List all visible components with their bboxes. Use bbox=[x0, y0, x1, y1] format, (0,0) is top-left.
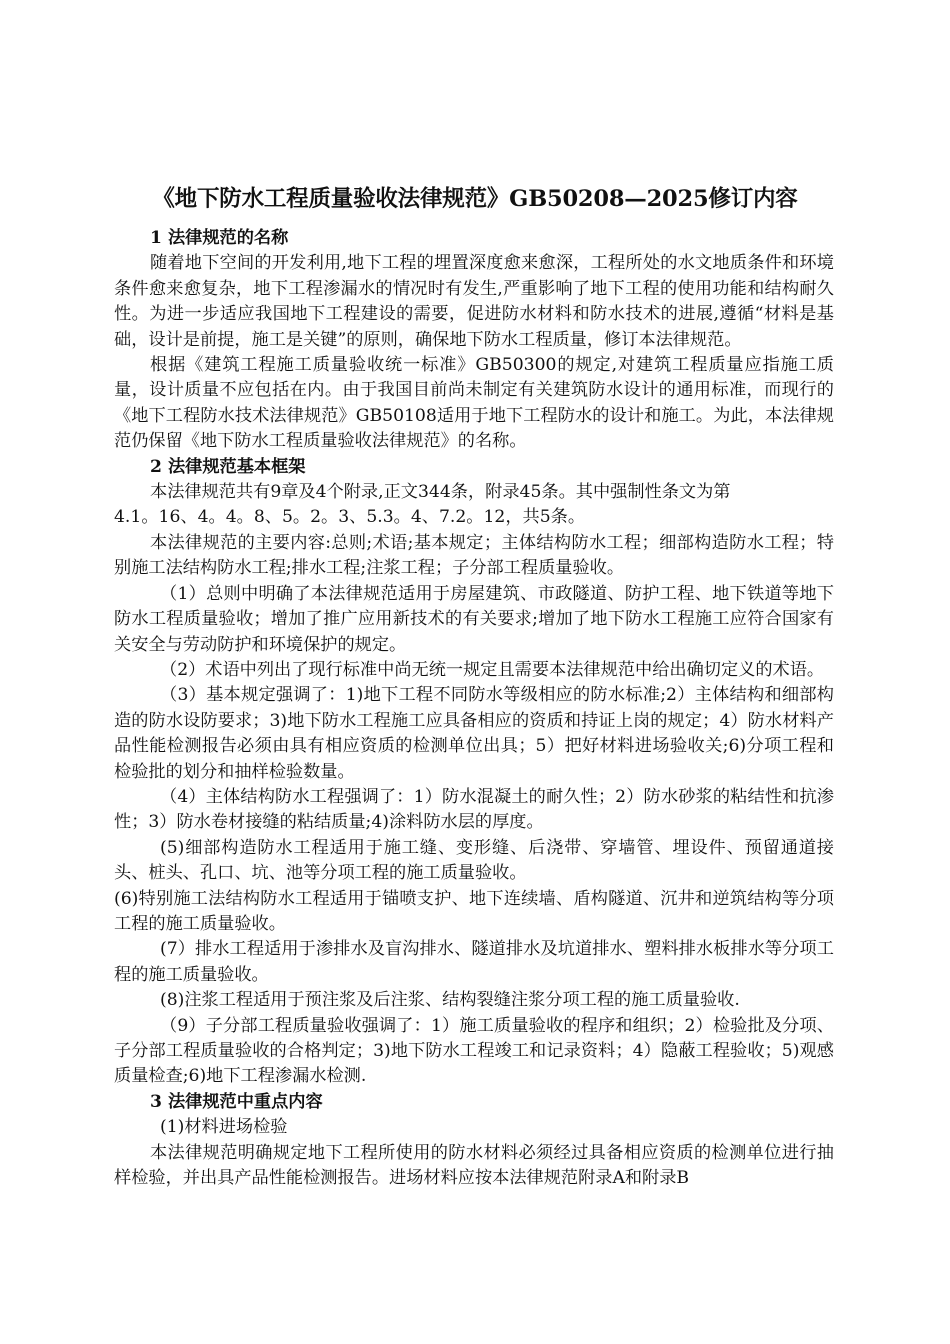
paragraph: 本法律规范的主要内容:总则;术语;基本规定；主体结构防水工程；细部构造防水工程；特别施工法结构防水工程;排水工程;注浆工程；子分部工程质量验收。 bbox=[114, 532, 834, 579]
paragraph: (6)特别施工法结构防水工程适用于锚喷支护、地下连续墙、盾构隧道、沉井和逆筑结构等分项工程的施工质量验收。 bbox=[114, 888, 834, 934]
paragraph: (7）排水工程适用于渗排水及盲沟排水、隧道排水及坑道排水、塑料排水板排水等分项工程的施工质量验收。 bbox=[114, 939, 834, 985]
paragraph: 根据《建筑工程施工质量验收统一标准》GB50300的规定,对建筑工程质量应指施工质量，设计质量不应包括在内。由于我国目前尚未制定有关建筑防水设计的通用标准，而现行的《地下工程防水技术法律规范》GB50108适用于地下工程防水的设计和施工。为此，本法律规范仍保留《地下防水工程质量验收法律规范》的名称。 bbox=[114, 355, 834, 452]
paragraph: 4.1。16、4。4。8、5。2。3、5.3。4、7.2。12，共5条。 bbox=[114, 507, 586, 528]
paragraph: (1)材料进场检验 bbox=[160, 1117, 288, 1138]
paragraph: （1）总则中明确了本法律规范适用于房屋建筑、市政隧道、防护工程、地下铁道等地下防水工程质量验收；增加了推广应用新技术的有关要求;增加了地下防水工程施工应符合国家有关安全与劳动防护和环境保护的规定。 bbox=[114, 583, 834, 655]
section-heading-3: 3 法律规范中重点内容 bbox=[150, 1091, 323, 1112]
document-body bbox=[114, 226, 834, 1191]
section-heading-2: 2 法律规范基本框架 bbox=[150, 456, 306, 477]
paragraph: (5)细部构造防水工程适用于施工缝、变形缝、后浇带、穿墙管、埋设件、预留通道接头、桩头、孔口、坑、池等分项工程的施工质量验收。 bbox=[114, 837, 834, 884]
paragraph: (8)注浆工程适用于预注浆及后注浆、结构裂缝注浆分项工程的施工质量验收. bbox=[160, 990, 740, 1011]
paragraph: （4）主体结构防水工程强调了：1）防水混凝土的耐久性；2）防水砂浆的粘结性和抗渗性；3）防水卷材接缝的粘结质量;4)涂料防水层的厚度。 bbox=[114, 786, 834, 833]
paragraph: 本法律规范明确规定地下工程所使用的防水材料必须经过具备相应资质的检测单位进行抽样检验，并出具产品性能检测报告。进场材料应按本法律规范附录A和附录B bbox=[114, 1142, 834, 1189]
paragraph: （3）基本规定强调了：1)地下工程不同防水等级相应的防水标准;2）主体结构和细部构造的防水设防要求；3)地下防水工程施工应具备相应的资质和持证上岗的规定；4）防水材料产品性能检测报告必须由具有相应资质的检测单位出具；5）把好材料进场验收关;6)分项工程和检验批的划分和抽样检验数量。 bbox=[114, 685, 834, 782]
paragraph: 随着地下空间的开发利用,地下工程的埋置深度愈来愈深，工程所处的水文地质条件和环境条件愈来愈复杂，地下工程渗漏水的情况时有发生,严重影响了地下工程的使用功能和结构耐久性。为进一步适应我国地下工程建设的需要，促进防水材料和防水技术的进展,遵循“材料是基础，设计是前提，施工是关键”的原则，确保地下防水工程质量，修订本法律规范。 bbox=[114, 253, 834, 350]
document-title: 《地下防水工程质量验收法律规范》GB50208—2025修订内容 bbox=[152, 186, 798, 212]
section-heading-1: 1 法律规范的名称 bbox=[150, 228, 289, 248]
paragraph: 本法律规范共有9章及4个附录,正文344条，附录45条。其中强制性条文为第 bbox=[150, 482, 731, 503]
paragraph: （9）子分部工程质量验收强调了：1）施工质量验收的程序和组织；2）检验批及分项、子分部工程质量验收的合格判定；3)地下防水工程竣工和记录资料；4）隐蔽工程验收；5)观感质量检查;6)地下工程渗漏水检测. bbox=[114, 1015, 834, 1087]
paragraph: （2）术语中列出了现行标准中尚无统一规定且需要本法律规范中给出确切定义的术语。 bbox=[160, 659, 825, 680]
